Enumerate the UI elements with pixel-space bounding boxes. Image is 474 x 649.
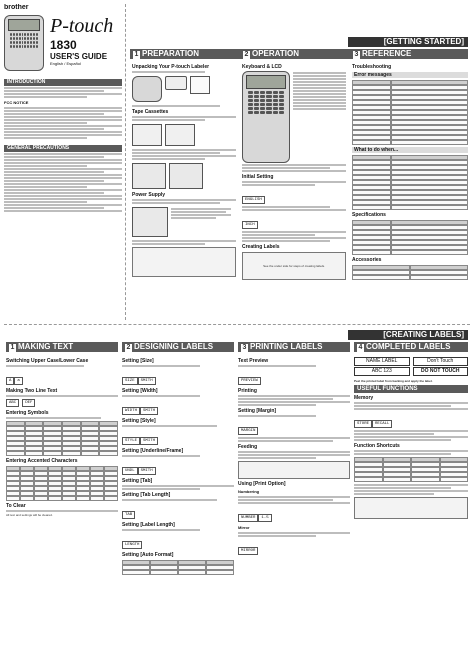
accented-title: Entering Accented Characters [6,458,78,464]
section-header-operation: 2 OPERATION [240,49,350,59]
section-header-preparation: 1 PREPARATION [130,49,240,59]
designing-column: Setting [Size] SIZE SMITH Setting [Width] WIDTH SMITH Setting [Style] STYLE SMITH Setting [Underline/Frame] UNDL SMITH Setting [Tab] Setting [Tab Length] TAB Setting [Label Length] LENGTH Setting [Auto Format] [122,356,234,646]
numbering-title: Numbering [238,489,260,494]
intro-heading: INTRODUCTION [4,79,122,86]
setting-style-title: Setting [Style] [122,418,156,424]
document-title: USER'S GUIDE [50,52,108,61]
memory-title: Memory [354,395,374,401]
getting-started-banner: [GETTING STARTED] [348,37,468,47]
product-logo: P-touch [50,15,114,37]
unpacking-title: Unpacking Your P-touch Labeler [132,64,210,70]
making-text-column: Switching Upper Case/Lower Case A a Making Two Line Text ABC DEF Entering Symbols Entering Accented Characters To Clear All text and settings will be cleared. [6,356,118,646]
sample-label: DO NOT TOUCH [413,367,469,376]
specifications-title: Specifications [352,212,386,218]
model-number: 1830 [50,38,77,52]
symbols-title: Entering Symbols [6,410,49,416]
keyboard-lcd-title: Keyboard & LCD [242,64,282,70]
text-preview-title: Text Preview [238,358,269,364]
margin-title: Setting [Margin] [238,408,277,414]
feeding-title: Feeding [238,444,258,450]
completed-column: NAME LABEL ABC 123 Don't Touch DO NOT TOUCH Peel the printed label from backing and apply the label. USEFUL FUNCTIONS Memory STORE RECALL Function Shortcuts [354,356,468,646]
tape-cassettes-title: Tape Cassettes [132,109,169,115]
to-clear-title: To Clear [6,503,26,509]
setting-tab-title: Setting [Tab] [122,478,153,484]
labeler-illustration [4,15,44,71]
accessories-title: Accessories [352,257,382,263]
setting-size-title: Setting [Size] [122,358,154,364]
troubleshooting-title: Troubleshooting [352,64,392,70]
reference-column [352,62,468,320]
intro-body [4,87,122,139]
creating-labels-title: Creating Labels [242,244,280,250]
setting-underline-title: Setting [Underline/Frame] [122,448,184,454]
shortcuts-title: Function Shortcuts [354,443,400,449]
section-header-reference: 3 REFERENCE [350,49,468,59]
cover-panel [4,4,122,320]
printing-column: Text Preview PREVIEW Printing Setting [Margin] MARGIN Feeding Using [Print Option] Numbering NUMBER 1-5 Mirror MIRROR [238,356,350,646]
brand-logo: brother [4,4,29,11]
print-option-title: Using [Print Option] [238,481,286,487]
printing-title: Printing [238,388,257,394]
what-to-do-title: What to do when... [352,147,468,153]
setting-width-title: Setting [Width] [122,388,158,394]
fcc-heading: FCC NOTICE [4,100,29,105]
creating-labels-banner: [CREATING LABELS] [348,330,468,340]
initial-setting-title: Initial Setting [242,174,274,180]
precautions-body [4,153,122,212]
setting-label-length-title: Setting [Label Length] [122,522,175,528]
mirror-title: Mirror [238,525,250,530]
preparation-column [132,62,236,320]
creating-labels-note: See the under side for steps of creating labels. [263,264,325,268]
switch-case-title: Switching Upper Case/Lower Case [6,358,89,364]
section-header-printing-labels: 3 PRINTING LABELS [238,342,350,352]
sample-label: Don't Touch [413,357,469,366]
setting-auto-format-title: Setting [Auto Format] [122,552,174,558]
sample-label: ABC 123 [354,367,410,376]
to-clear-note: All text and settings will be cleared. [6,513,53,517]
peel-instruction: Peel the printed label from backing and apply the label. [354,379,433,383]
power-supply-title: Power Supply [132,192,166,198]
error-messages-title: Error messages [352,72,468,78]
two-line-title: Making Two Line Text [6,388,58,394]
operation-column: Keyboard & LCD Initial Setting ENGLISH INCH Creating Labels See the under side for steps of creating labels. [242,62,346,320]
precautions-heading: GENERAL PRECAUTIONS [4,145,122,152]
setting-tab-length-title: Setting [Tab Length] [122,492,171,498]
sample-label: NAME LABEL [354,357,410,366]
section-header-making-text: 1 MAKING TEXT [6,342,118,352]
section-header-designing-labels: 2 DESIGNING LABELS [122,342,234,352]
language-list: English / Español [50,61,81,66]
section-header-completed-labels: 4 COMPLETED LABELS [354,342,468,352]
useful-functions-heading: USEFUL FUNCTIONS [354,385,468,393]
